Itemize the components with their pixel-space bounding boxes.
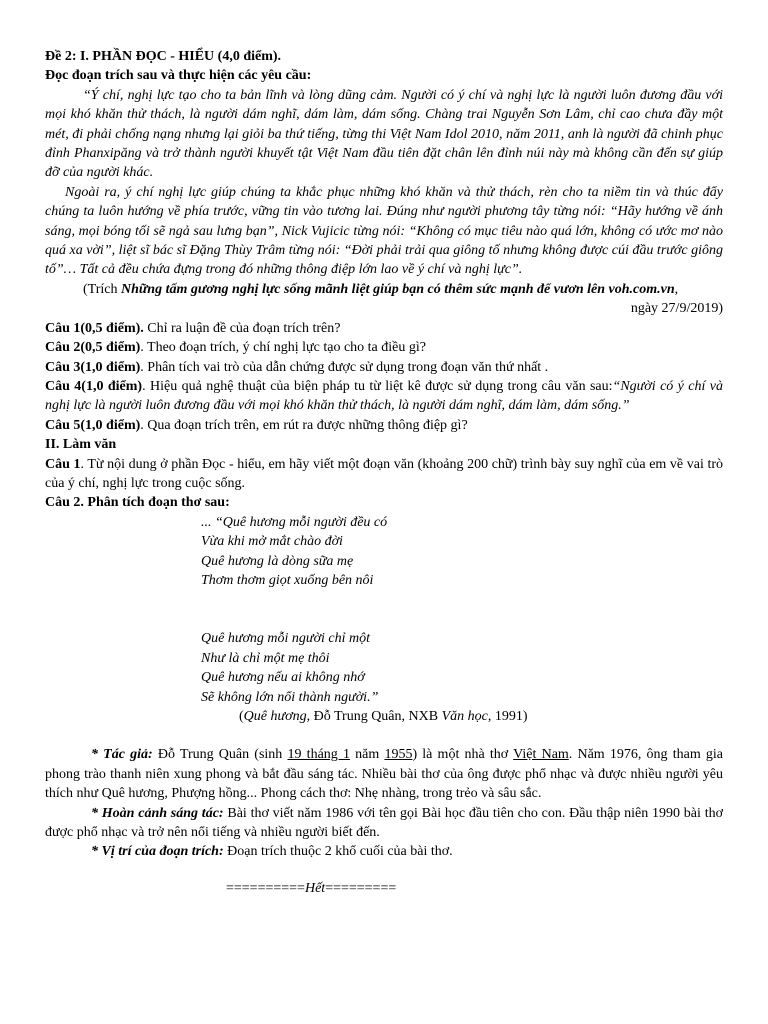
note-author <box>45 745 723 803</box>
note-text: ) là một nhà thơ <box>412 747 514 763</box>
note-position <box>45 842 723 861</box>
exam-page <box>45 47 723 898</box>
passage-citation <box>45 280 723 299</box>
poem-line: Thơm thơm giọt xuống bên nôi <box>201 572 374 588</box>
question-label: Câu 3(1,0 điểm) <box>45 359 141 375</box>
question-4 <box>45 377 723 416</box>
poem-line: Quê hương là dòng sữa mẹ <box>201 553 354 569</box>
poem-line: ... “Quê hương mỗi người đều có <box>201 514 388 530</box>
poem-stanza-2 <box>201 629 723 707</box>
note-text: Đoạn trích thuộc 2 khổ cuối của bài thơ. <box>223 844 453 860</box>
reading-instruction: Đọc đoạn trích sau và thực hiện các yêu cầu: <box>45 68 312 84</box>
source-work: Quê hương <box>243 709 307 724</box>
passage-paragraph-1: “Ý chí, nghị lực tạo cho ta bản lĩnh và lòng dũng cảm. Người có ý chí và nghị lực là người luôn đương đầu với mọi khó khăn thử thách, là người dám nghĩ, dám làm, dám sống. Chàng trai Nguyễn Sơn Lâm, chỉ cao chưa đầy một mét, đi phải chống nạng nhưng lại giỏi ba thứ tiếng, từng thi Việt Nam Idol 2010, năm 2011, anh là người đã chinh phục đỉnh Phanxipăng và trở thành người khuyết tật Việt Nam đầu tiên đặt chân lên đỉnh núi này mà không cần đến sự giúp đỡ của người khác. <box>45 87 723 181</box>
end-rule-left: ========== <box>226 880 305 896</box>
poem-spacer <box>45 590 723 629</box>
question-quote: “Người có ý chí và nghị lực là người luôn đương đầu với mọi khó khăn thử thách, là người dám nghĩ, dám làm, dám sống.” <box>45 378 723 414</box>
source-close: , 1991) <box>487 709 528 724</box>
poem-source <box>239 707 723 726</box>
question-label: Câu 1 <box>45 456 81 472</box>
source-publisher: Văn học <box>441 709 488 724</box>
note-text: Bài thơ viết năm 1986 với tên gọi Bài học đầu tiên cho con. Đầu thập niên 1990 bài thơ được phổ nhạc và trở nên nổi tiếng và nhiều người biết đến. <box>45 805 723 841</box>
question-label: Câu 4(1,0 điểm) <box>45 378 143 394</box>
question-text: . Qua đoạn trích trên, em rút ra được những thông điệp gì? <box>140 417 468 433</box>
note-label: * Tác giả: <box>91 747 153 763</box>
writing-question-1 <box>45 455 723 494</box>
note-text: . Năm 1976, ông tham gia phong trào thanh niên xung phong và bắt đầu sáng tác. Nhiều bài thơ của ông được phổ nhạc và được nhiều người yêu thích như Quê hương, Phượng hồng... Phong cách thơ: Nhẹ nhàng, trong trẻo và sâu sắc. <box>45 747 724 802</box>
spacer <box>45 726 723 745</box>
end-rule-right: ========= <box>325 880 397 896</box>
birthdate-link[interactable]: 19 tháng 1 <box>287 747 350 763</box>
question-label: Câu 1(0,5 điểm). <box>45 320 144 336</box>
source-middle: , Đỗ Trung Quân, NXB <box>306 709 442 724</box>
poem-line: Quê hương nếu ai không nhớ <box>201 670 365 686</box>
citation-prefix: (Trích <box>83 281 121 297</box>
note-text: năm <box>349 747 385 763</box>
question-2 <box>45 338 723 357</box>
question-text: . Từ nội dung ở phần Đọc - hiểu, em hãy viết một đoạn văn (khoảng 200 chữ) trình bày suy nghĩ của em về vai trò của ý chí, nghị lực trong cuộc sống. <box>45 456 724 491</box>
question-text: Chỉ ra luận đề của đoạn trích trên? <box>143 320 341 336</box>
source-open: ( <box>239 709 244 724</box>
poem-line: Như là chỉ một mẹ thôi <box>201 650 330 666</box>
note-label: * Hoàn cảnh sáng tác: <box>91 805 224 821</box>
question-label: Câu 5(1,0 điểm) <box>45 417 141 433</box>
writing-question-2: Câu 2. Phân tích đoạn thơ sau: <box>45 495 230 511</box>
poem-line: Sẽ không lớn nổi thành người.” <box>201 689 379 705</box>
question-5 <box>45 416 723 435</box>
poem-stanza-1 <box>201 513 723 591</box>
citation-title: Những tấm gương nghị lực sống mãnh liệt giúp bạn có thêm sức mạnh để vươn lên voh.com.vn <box>121 281 675 297</box>
question-label: Câu 2(0,5 điểm) <box>45 340 141 356</box>
end-word: Hết <box>304 880 326 896</box>
poem-line: Quê hương mỗi người chỉ một <box>201 631 371 647</box>
question-1 <box>45 319 723 338</box>
note-text: Đỗ Trung Quân (sinh <box>152 747 288 763</box>
question-text: . Theo đoạn trích, ý chí nghị lực tạo cho ta điều gì? <box>140 340 426 356</box>
passage-paragraph-2: Ngoài ra, ý chí nghị lực giúp chúng ta khắc phục những khó khăn và thử thách, rèn cho ta niềm tin và thúc đẩy chúng ta luôn hướng về phía trước, vững tin vào tương lai. Đúng như người phương tây từng nói: “Hãy hướng về ánh sáng, mọi bóng tối sẽ ngả sau lưng bạn”, Nick Vujicic từng nói: “Không có mục tiêu nào quá lớn, không có ước mơ nào quá xa vời”, liệt sĩ bác sĩ Đặng Thùy Trâm từng nói: “Đời phải trải qua giông tố nhưng không được cúi đầu trước giông tố”… Tất cả đều chứa đựng trong đó những thông điệp lớn lao về ý chí và nghị lực”. <box>45 184 723 278</box>
question-text: . Hiệu quả nghệ thuật của biện pháp tu từ liệt kê được sử dụng trong câu văn sau: <box>142 378 613 394</box>
country-link[interactable]: Việt Nam <box>513 747 569 763</box>
citation-date: ngày 27/9/2019) <box>630 301 723 317</box>
question-text: . Phân tích vai trò của dẫn chứng được sử dụng trong đoạn văn thứ nhất . <box>140 359 549 375</box>
note-context <box>45 804 723 843</box>
section-heading-writing: II. Làm văn <box>45 437 117 453</box>
citation-comma: , <box>674 281 679 297</box>
note-label: * Vị trí của đoạn trích: <box>91 844 224 860</box>
section-heading-reading: Đề 2: I. PHẦN ĐỌC - HIỂU (4,0 điểm). <box>45 49 282 64</box>
end-marker <box>226 879 723 898</box>
birthyear-link[interactable]: 1955 <box>384 747 413 763</box>
poem-line: Vừa khi mở mắt chào đời <box>201 534 343 550</box>
question-3 <box>45 358 723 377</box>
